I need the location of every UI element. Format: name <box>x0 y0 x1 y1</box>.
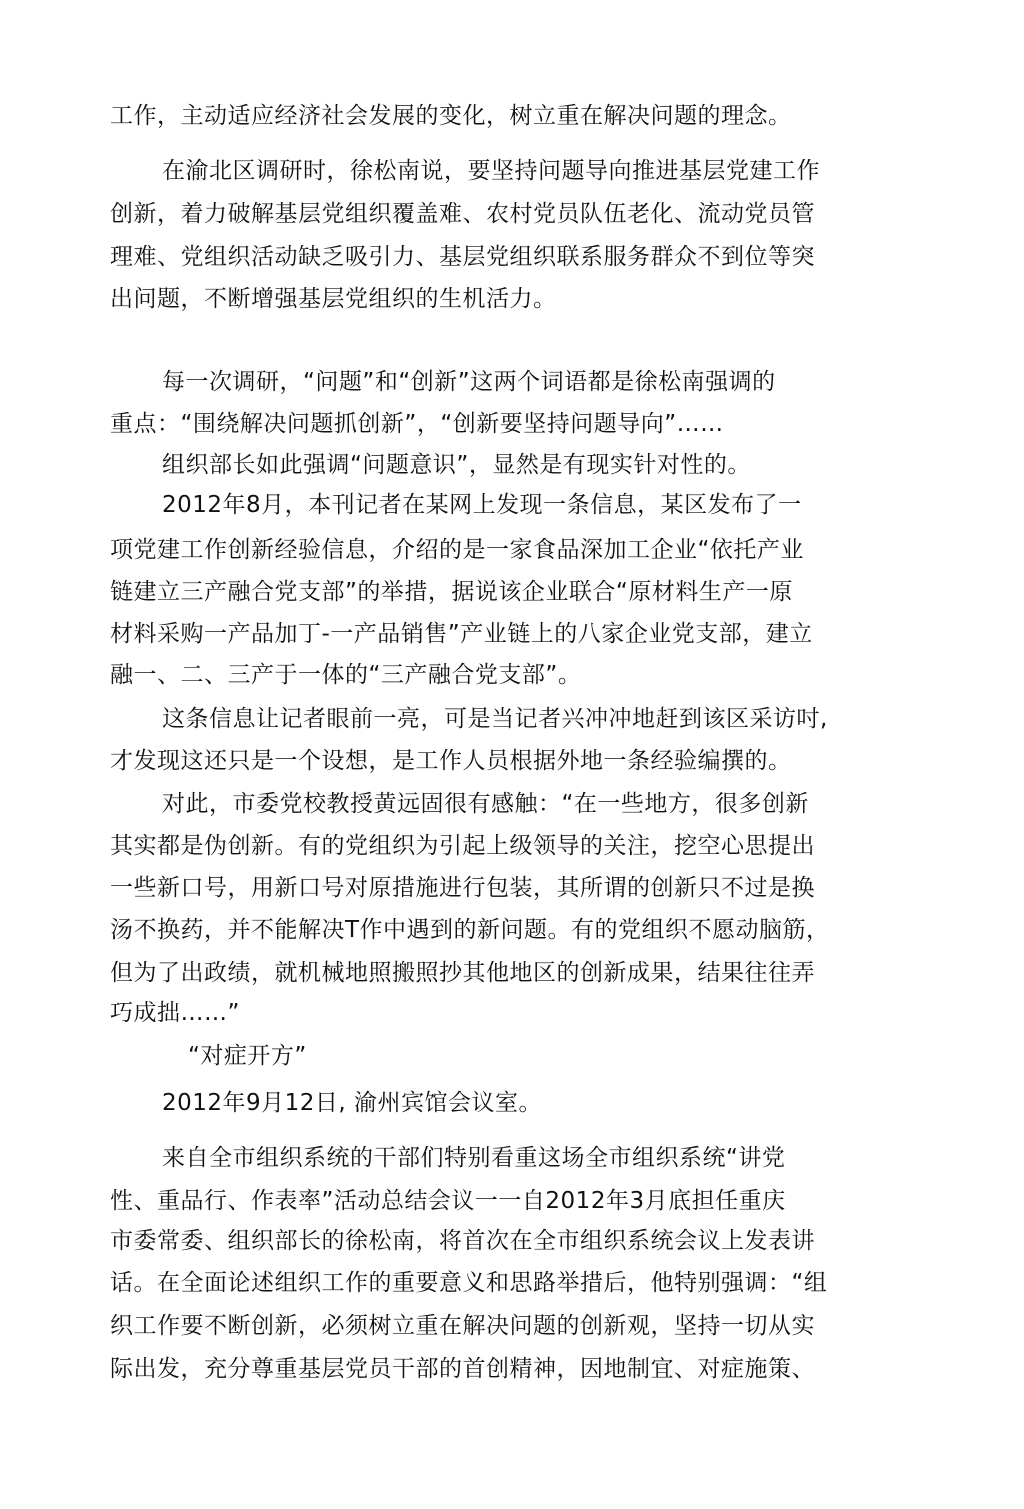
text-line: 出问题，不断增强基层党组织的生机活力。 <box>110 286 557 312</box>
text-line: 理难、党组织活动缺乏吸引力、基层党组织联系服务群众不到位等突 <box>110 244 815 270</box>
paragraph-line: 每一次调研，“问题”和“创新”这两个词语都是徐松南强调的 <box>162 369 776 395</box>
text-line: 织工作要不断创新，必须树立重在解决问题的创新观，坚持一切从实 <box>110 1313 815 1339</box>
paragraph-line: 来自全市组织系统的干部们特别看重这场全市组织系统“讲党 <box>162 1145 786 1171</box>
text-line: 重点：“围绕解决问题抓创新”，“创新要坚持问题导向”…… <box>110 411 724 437</box>
text-line: 其实都是伪创新。有的党组织为引起上级领导的关注，挖空心思提出 <box>110 833 815 859</box>
section-heading: “对症开方” <box>188 1043 307 1069</box>
paragraph-line: 组织部长如此强调“问题意识”，显然是有现实针对性的。 <box>162 452 751 478</box>
text-line: 才发现这还只是一个设想，是工作人员根据外地一条经验编撰的。 <box>110 748 792 774</box>
text-line: 项党建工作创新经验信息，介绍的是一家食品深加工企业“依托产业 <box>110 537 804 563</box>
text-line: 链建立三产融合党支部”的举措，据说该企业联合“原材料生产一原 <box>110 579 793 605</box>
text-line: 工作，主动适应经济社会发展的变化，树立重在解决问题的理念。 <box>110 103 792 129</box>
text-line: 话。在全面论述组织工作的重要意义和思路举措后，他特别强调：“组 <box>110 1270 828 1296</box>
text-line: 市委常委、组织部长的徐松南，将首次在全市组织系统会议上发表讲 <box>110 1228 815 1254</box>
text-line: 性、重品行、作表率”活动总结会议一一自2012年3月底担任重庆 <box>110 1188 786 1214</box>
paragraph-line: 在渝北区调研时，徐松南说，要坚持问题导向推进基层党建工作 <box>162 158 820 184</box>
text-line: 际出发，充分尊重基层党员干部的首创精神，因地制宜、对症施策、 <box>110 1356 815 1382</box>
text-line: 材料采购一产品加丁-一产品销售”产业链上的八家企业党支部，建立 <box>110 621 813 647</box>
text-line: 汤不换药，并不能解决T作中遇到的新问题。有的党组织不愿动脑筋， <box>110 917 830 943</box>
text-line: 巧成拙……” <box>110 1000 240 1026</box>
paragraph-line: 2012年8月，本刊记者在某网上发现一条信息，某区发布了一 <box>162 492 802 518</box>
paragraph-line: 这条信息让记者眼前一亮，可是当记者兴冲冲地赶到该区采访吋, <box>162 706 828 732</box>
dateline: 2012年9月12日, 渝州宾馆会议室。 <box>162 1090 543 1116</box>
paragraph-line: 对此，市委党校教授黄远固很有感触：“在一些地方，很多创新 <box>162 791 809 817</box>
text-line: 融一、二、三产于一体的“三产融合党支部”。 <box>110 662 582 688</box>
text-line: 但为了出政绩，就机械地照搬照抄其他地区的创新成果，结果往往弄 <box>110 960 815 986</box>
text-line: 创新，着力破解基层党组织覆盖难、农村党员队伍老化、流动党员管 <box>110 201 815 227</box>
text-line: 一些新口号，用新口号对原措施进行包装，其所谓的创新只不过是换 <box>110 875 815 901</box>
